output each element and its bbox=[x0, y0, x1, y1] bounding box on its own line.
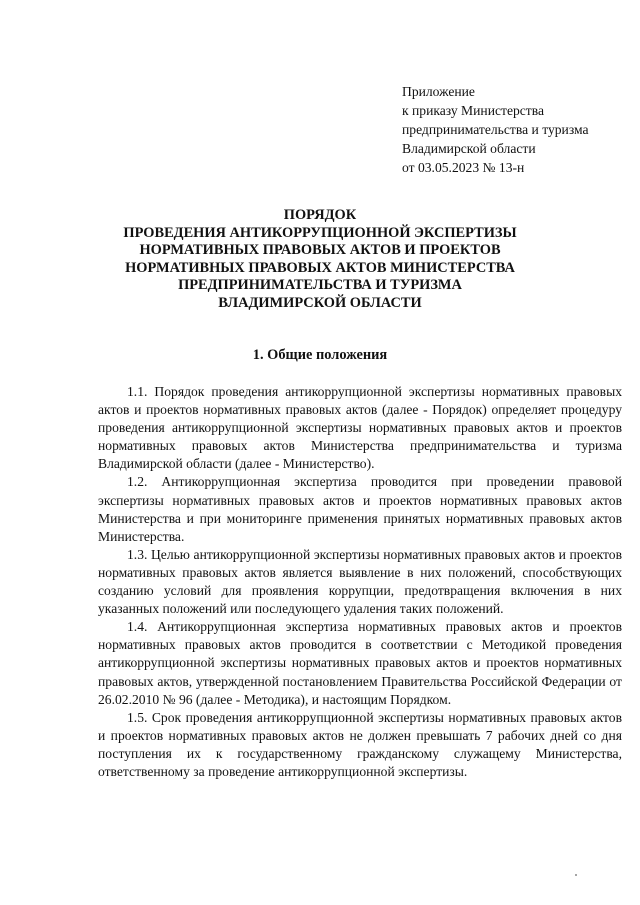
appendix-line: к приказу Министерства bbox=[402, 103, 545, 118]
title-line: ПОРЯДОК bbox=[283, 207, 357, 223]
title-line: НОРМАТИВНЫХ ПРАВОВЫХ АКТОВ МИНИСТЕРСТВА bbox=[125, 259, 515, 276]
title-line: ВЛАДИМИРСКОЙ ОБЛАСТИ bbox=[218, 294, 422, 311]
title-line: НОРМАТИВНЫХ ПРАВОВЫХ АКТОВ И ПРОЕКТОВ bbox=[139, 242, 501, 259]
appendix-line: Приложение bbox=[402, 84, 475, 99]
appendix-line: Владимирской области bbox=[402, 141, 536, 156]
document-title bbox=[90, 207, 550, 313]
title-line: ПРОВЕДЕНИЯ АНТИКОРРУПЦИОННОЙ ЭКСПЕРТИЗЫ bbox=[123, 224, 517, 241]
paragraph-1-2: 1.2. Антикоррупционная экспертиза проводится при проведении правовой экспертизы нормативных правовых актов и проектов нормативных правовых актов Министерства и при мониторинге применения принятых нормативных правовых актов Министерства. bbox=[98, 474, 622, 544]
paragraph-1-3: 1.3. Целью антикоррупционной экспертизы нормативных правовых актов и проектов нормативных правовых актов является выявление в них положений, способствующих созданию условий для проявления коррупции, предотвращения включения в них указанных положений или последующего удаления таких положений. bbox=[98, 546, 622, 617]
section-heading: 1. Общие положения bbox=[252, 347, 388, 363]
paragraph-1-5: 1.5. Срок проведения антикоррупционной экспертизы нормативных правовых актов и проектов нормативных правовых актов не должен превышать 7 рабочих дней со дня поступления их к государственному гражданскому служащему Министерства, ответственному за проведение антикоррупционной экспертизы. bbox=[98, 709, 622, 779]
appendix-line: от 03.05.2023 № 13-н bbox=[402, 160, 525, 175]
paragraph-1-1: 1.1. Порядок проведения антикоррупционной экспертизы нормативных правовых актов и проектов нормативных правовых актов (далее - Порядок) определяет процедуру проведения антикоррупционной экспертизы нормативных правовых актов и проектов нормативных правовых актов Министерства предпринимательства и туризма Владимирской области (далее - Министерство). bbox=[98, 384, 622, 472]
appendix-line: предпринимательства и туризма bbox=[402, 122, 589, 137]
section-body bbox=[98, 383, 622, 781]
title-line: ПРЕДПРИНИМАТЕЛЬСТВА И ТУРИЗМА bbox=[178, 277, 462, 294]
appendix-block bbox=[402, 82, 622, 177]
paragraph-1-4: 1.4. Антикоррупционная экспертиза нормативных правовых актов и проектов нормативных правовых актов проводится в соответствии с Методикой проведения антикоррупционной экспертизы нормативных правовых актов и проектов нормативных правовых актов, утвержденной постановлением Правительства Российской Федерации от 26.02.2010 № 96 (далее - Методика), и настоящим Порядком. bbox=[98, 619, 622, 707]
scan-speck bbox=[575, 874, 577, 876]
